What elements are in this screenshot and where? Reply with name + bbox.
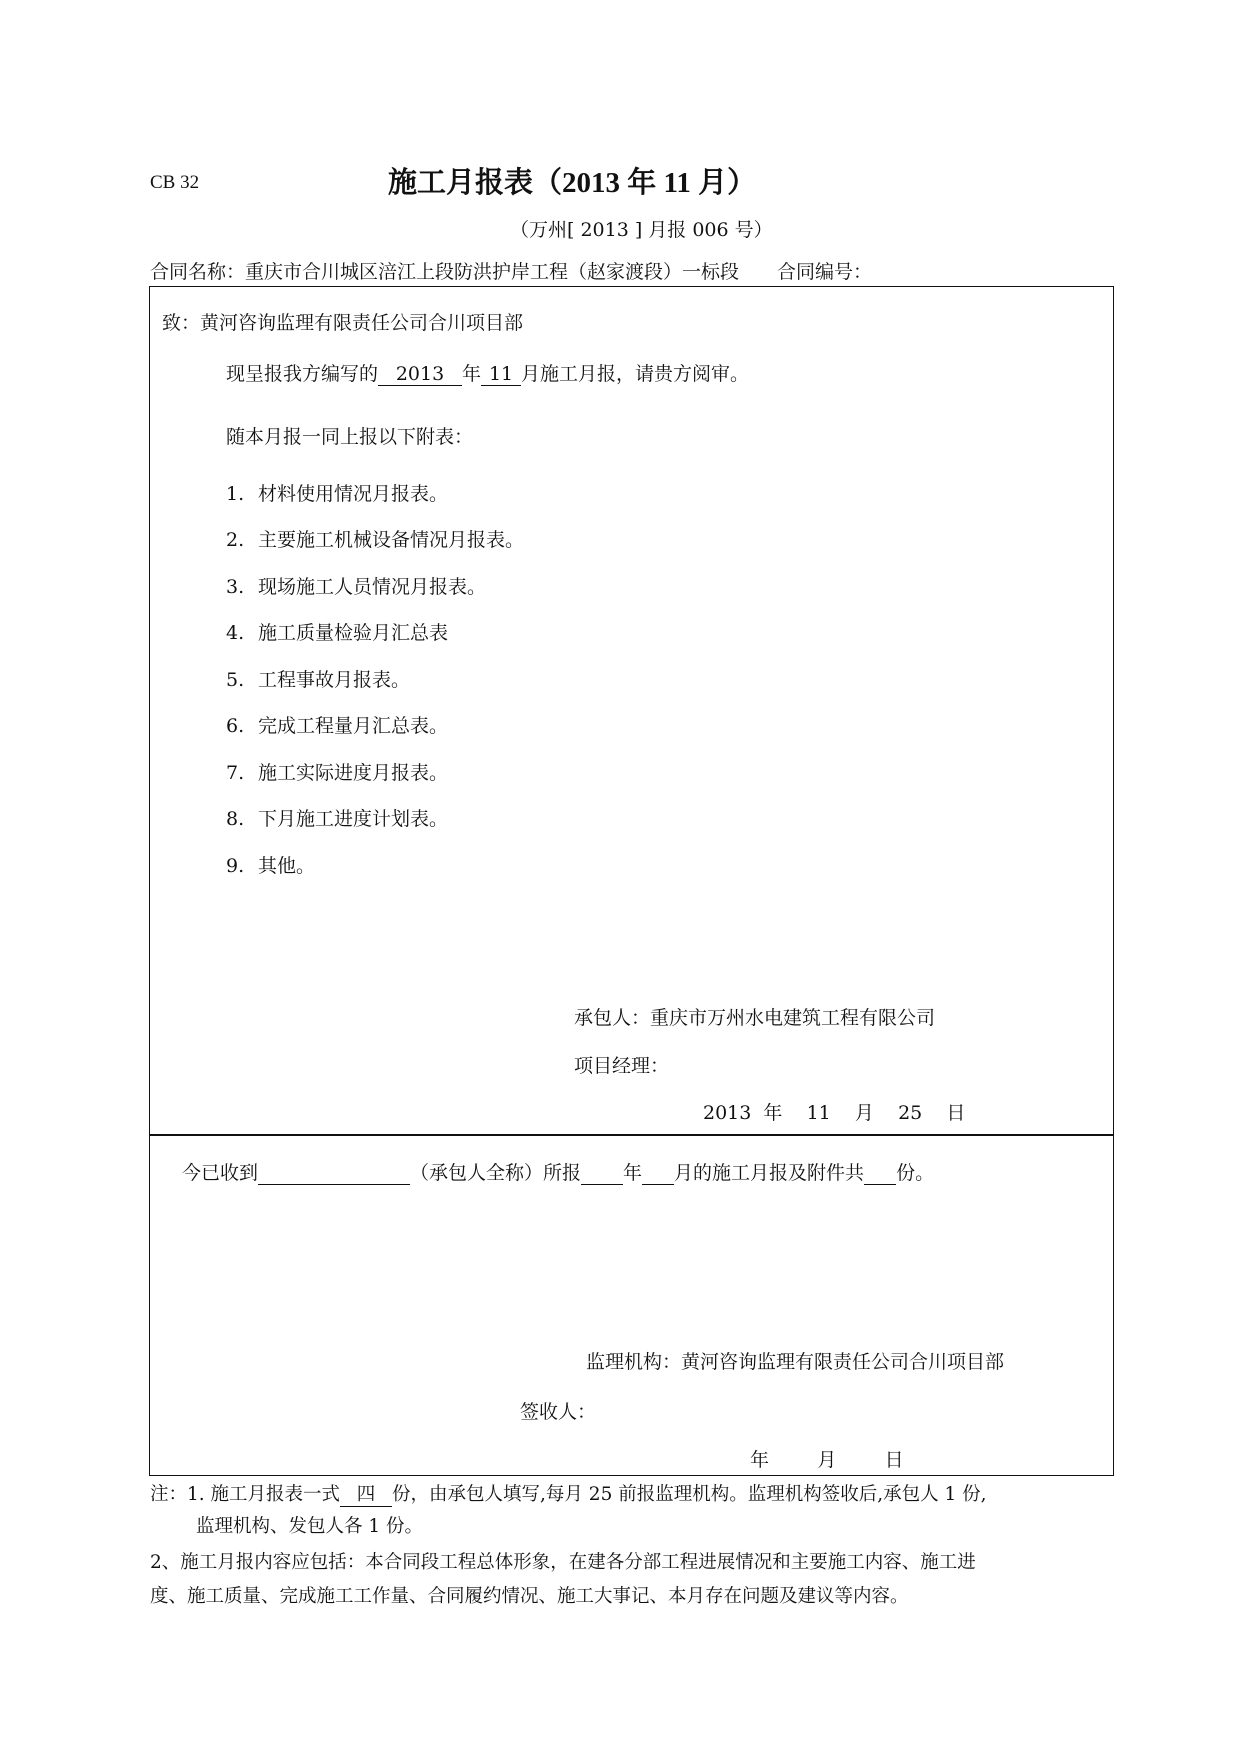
attachments-intro: 随本月报一同上报以下附表： [226, 426, 474, 448]
list-item: 3. 现场施工人员情况月报表。 [226, 576, 487, 598]
report-statement: 现呈报我方编写的 2013 年 11 月施工月报，请贵方阅审。 [226, 363, 750, 385]
note-1: 注：1. 施工月报表一式 四 份，由承包人填写,每月 25 前报监理机构。监理机构签收后,承包人 1 份, [150, 1484, 987, 1505]
submission-date: 2013 年 11 月 25 日 [703, 1102, 966, 1124]
report-number: （万州[ 2013 ] 月报 006 号） [510, 219, 773, 241]
year-field [581, 1162, 623, 1185]
list-item: 2. 主要施工机械设备情况月报表。 [226, 529, 525, 551]
report-year-field: 2013 [378, 363, 462, 386]
signer-label: 签收人： [520, 1401, 597, 1423]
page-title: 施工月报表（2013 年 11 月） [388, 167, 757, 199]
list-item: 7. 施工实际进度月报表。 [226, 762, 449, 784]
copies-value: 四 [340, 1484, 392, 1507]
contractor-name-field [258, 1162, 410, 1185]
list-item: 6. 完成工程量月汇总表。 [226, 715, 449, 737]
copies-field [864, 1162, 896, 1185]
list-item: 8. 下月施工进度计划表。 [226, 808, 449, 830]
receipt-date: 年 月 日 [750, 1449, 904, 1471]
note-1-continued: 监理机构、发包人各 1 份。 [196, 1516, 424, 1537]
project-manager-label: 项目经理： [574, 1055, 670, 1077]
receipt-section [149, 1134, 1114, 1476]
report-month-field: 11 [481, 363, 521, 386]
list-item: 5. 工程事故月报表。 [226, 669, 411, 691]
contract-name: 合同名称：重庆市合川城区涪江上段防洪护岸工程（赵家渡段）一标段 [150, 261, 740, 283]
submission-section [149, 286, 1114, 1136]
receipt-statement: 今已收到 （承包人全称）所报 年 月的施工月报及附件共 份。 [182, 1162, 935, 1184]
contractor-name: 承包人：重庆市万州水电建筑工程有限公司 [574, 1007, 936, 1029]
month-field [642, 1162, 674, 1185]
contract-no-label: 合同编号： [777, 261, 873, 283]
list-item: 9. 其他。 [226, 855, 316, 877]
list-item: 4. 施工质量检验月汇总表 [226, 622, 449, 644]
contract-line [150, 257, 872, 284]
note-2: 2、施工月报内容应包括：本合同段工程总体形象，在建各分部工程进展情况和主要施工内容、施工进 [150, 1552, 976, 1573]
form-code: CB 32 [150, 172, 200, 193]
supervisor-name: 监理机构：黄河咨询监理有限责任公司合川项目部 [586, 1351, 1005, 1373]
addressee: 致：黄河咨询监理有限责任公司合川项目部 [162, 312, 524, 334]
list-item: 1. 材料使用情况月报表。 [226, 483, 449, 505]
note-2-continued: 度、施工质量、完成施工工作量、合同履约情况、施工大事记、本月存在问题及建议等内容。 [150, 1586, 909, 1607]
